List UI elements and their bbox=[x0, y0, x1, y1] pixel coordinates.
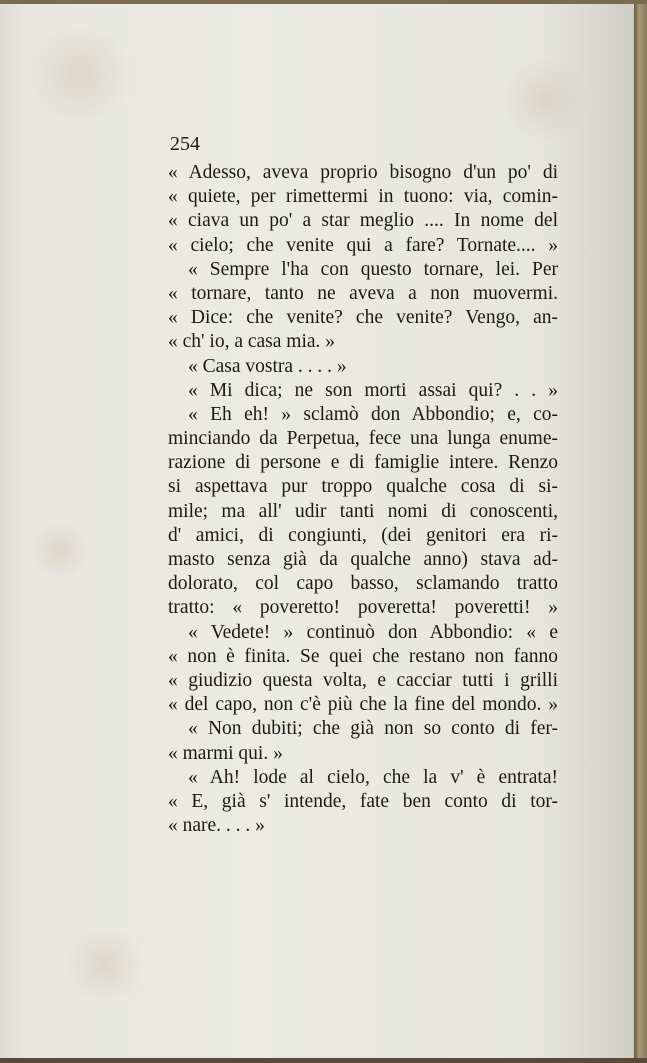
text-line: « E, già s' intende, fate ben conto di tor- bbox=[168, 790, 558, 812]
text-line: mile; ma all' udir tanti nomi di conoscenti, bbox=[168, 500, 558, 522]
text-line: si aspettava pur troppo qualche cosa di si- bbox=[168, 476, 558, 498]
text-line: « ch' io, a casa mia. » bbox=[168, 331, 336, 353]
text-line: « marmi qui. » bbox=[168, 742, 283, 764]
text-line: masto senza già da qualche anno) stava ad- bbox=[168, 549, 558, 570]
paper-stain bbox=[30, 520, 90, 580]
text-line: « nare. . . . » bbox=[168, 815, 265, 837]
text-line: « quiete, per rimettermi in tuono: via, comin- bbox=[168, 186, 558, 208]
text-line: « Adesso, aveva proprio bisogno d'un po' di bbox=[168, 162, 558, 183]
text-line: « Dice: che venite? che venite? Vengo, an- bbox=[168, 307, 558, 329]
text-line: minciando da Perpetua, fece una lunga enume- bbox=[168, 428, 558, 450]
text-line: « giudizio questa volta, e cacciar tutti i grilli bbox=[168, 669, 558, 691]
text-line: « ciava un po' a star meglio .... In nome del bbox=[168, 210, 558, 232]
page-number: 254 bbox=[170, 133, 200, 155]
text-line: « Vedete! » continuò don Abbondio: « e bbox=[188, 621, 558, 643]
text-line: « Sempre l'ha con questo tornare, lei. Per bbox=[188, 258, 558, 280]
text-line: « Non dubiti; che già non so conto di fer- bbox=[188, 718, 558, 740]
text-line: « del capo, non c'è più che la fine del mondo. » bbox=[168, 694, 558, 716]
paper-stain bbox=[60, 930, 150, 1000]
text-line: « cielo; che venite qui a fare? Tornate.... » bbox=[168, 234, 558, 256]
text-line: « Ah! lode al cielo, che la v' è entrata! bbox=[188, 766, 558, 788]
page-edge-bottom bbox=[0, 1058, 647, 1063]
text-line: d' amici, di congiunti, (dei genitori era ri- bbox=[168, 524, 558, 546]
text-line: « non è finita. Se quei che restano non fanno bbox=[168, 645, 558, 667]
page-edge-right bbox=[634, 0, 647, 1063]
paper-stain bbox=[500, 60, 590, 140]
text-line: tratto: « poveretto! poveretta! poveretti! » bbox=[168, 597, 558, 619]
text-line: « Casa vostra . . . . » bbox=[188, 355, 347, 377]
page-edge-top bbox=[0, 0, 647, 4]
text-line: razione di persone e di famiglie intere. Renzo bbox=[168, 452, 558, 474]
text-line: « Eh eh! » sclamò don Abbondio; e, co- bbox=[188, 403, 558, 425]
text-line: « tornare, tanto ne aveva a non muovermi. bbox=[168, 282, 558, 304]
paper-stain bbox=[20, 30, 140, 120]
body-text bbox=[168, 161, 558, 838]
text-line: « Mi dica; ne son morti assai qui? . . » bbox=[188, 379, 558, 401]
text-line: dolorato, col capo basso, sclamando tratto bbox=[168, 573, 558, 595]
